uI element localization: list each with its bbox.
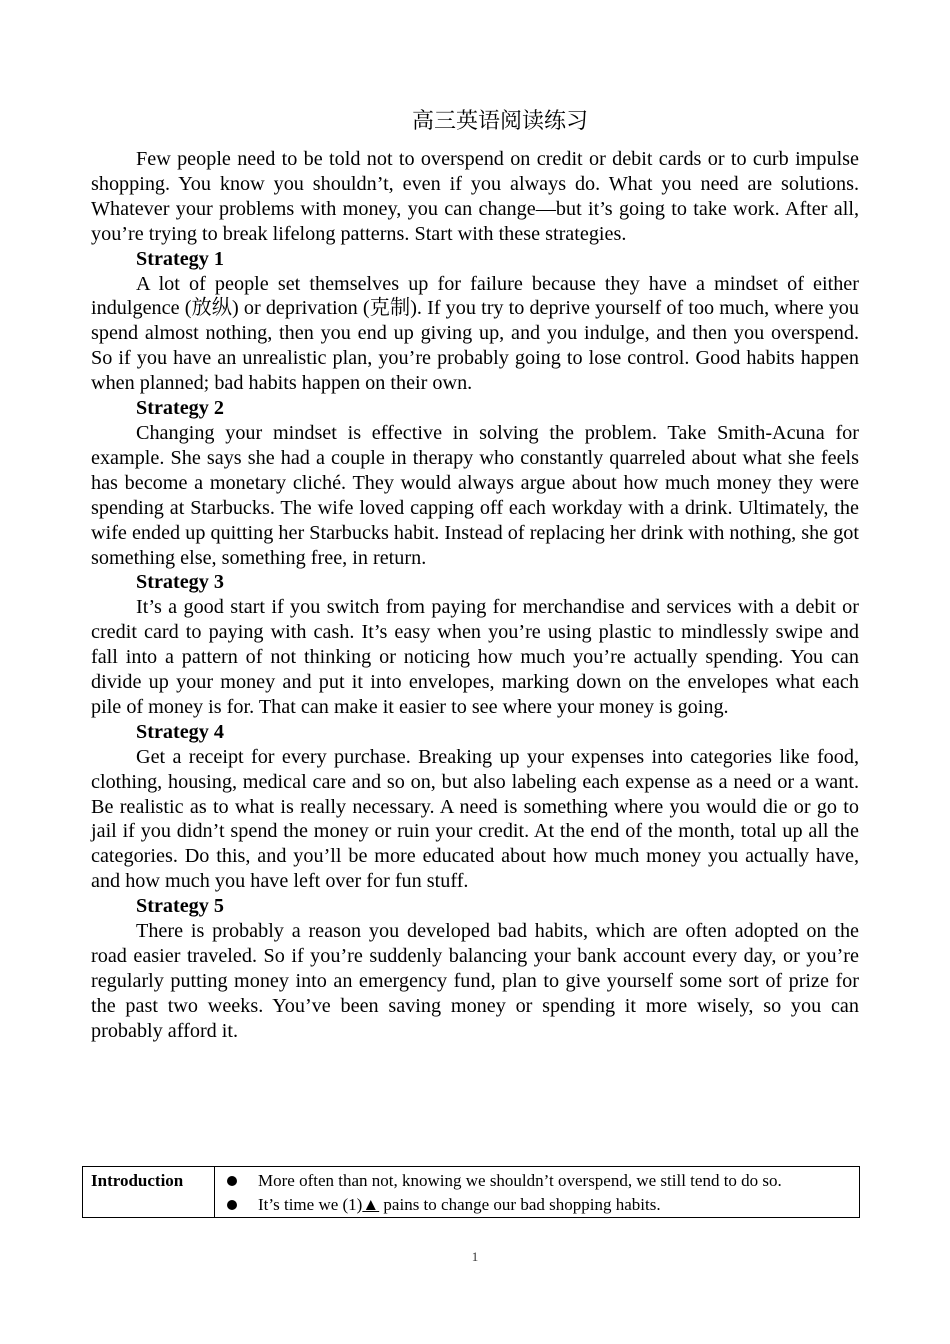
strategy-3-paragraph: It’s a good start if you switch from paying for merchandise and services with a debit or credit card to paying with cash. It’s easy when you’re using plastic to mindlessly swipe and fall into a pattern of not thinking or noticing how much you’re actually spending. You can divide up your money and put it into envelopes, marking down on the envelopes what each pile of money is for. That can make it easier to see where your money is going. — [91, 596, 859, 718]
table-content-cell — [215, 1167, 859, 1217]
strategy-1-heading: Strategy 1 — [136, 247, 225, 270]
table-bullet-row-2 — [227, 1193, 859, 1217]
table-bullet-text-1: More often than not, knowing we shouldn’t overspend, we still tend to do so. — [258, 1171, 782, 1190]
strategy-2-heading: Strategy 2 — [136, 397, 225, 420]
strategy-5-paragraph: There is probably a reason you developed bad habits, which are often adopted on the road easier traveled. So if you’re suddenly balancing your bank account every day, or you’re regularly putting money into an emergency fund, plan to give yourself some sort of prize for the past two weeks. You’ve been saving money or spending it more wisely, so you can probably afford it. — [91, 920, 859, 1042]
table-label-cell: Introduction — [83, 1167, 215, 1217]
strategy-1-paragraph: A lot of people set themselves up for failure because they have a mindset of either indulgence (放纵) or deprivation (克制). If you try to deprive yourself of too much, where you spend almost nothing, then you end up giving up, and you indulge, and then you overspend. So if you have an unrealistic plan, you’re probably going to lose control. Good habits happen when planned; bad habits happen on their own. — [91, 272, 859, 395]
strategy-3-heading: Strategy 3 — [136, 571, 225, 594]
table-bullet-row-1 — [227, 1169, 859, 1193]
table-bullet-text-2-after: pains to change our bad shopping habits. — [383, 1195, 661, 1214]
strategy-2-paragraph: Changing your mindset is effective in solving the problem. Take Smith-Acuna for example. She says she had a couple in therapy who constantly quarreled about what she feels has become a monetary cliché. They would always argue about how much money they were spending at Starbucks. The wife loved capping off each workday with a drink. Ultimately, the wife ended up quitting her Starbucks habit. Instead of replacing her drink with nothing, she got something else, something free, in return. — [91, 421, 859, 569]
intro-paragraph: Few people need to be told not to overspend on credit or debit cards or to curb impulse shopping. You know you shouldn’t, even if you always do. What you need are solutions. Whatever your problems with money, you can change—but it’s going to take work. After all, you’re trying to break lifelong patterns. Start with these strategies. — [91, 148, 859, 245]
page-title: 高三英语阅读练习 — [411, 109, 588, 134]
passage — [91, 147, 859, 1044]
bullet-icon — [227, 1176, 237, 1186]
strategy-4-heading: Strategy 4 — [136, 720, 225, 743]
answer-blank: ▲ — [362, 1195, 380, 1214]
summary-table — [82, 1166, 860, 1218]
bullet-icon — [227, 1200, 237, 1210]
table-bullet-text-2-before: It’s time we (1) — [258, 1195, 363, 1214]
page-number: 1 — [471, 1249, 479, 1264]
strategy-5-heading: Strategy 5 — [136, 895, 225, 918]
strategy-4-paragraph: Get a receipt for every purchase. Breaking up your expenses into categories like food, clothing, housing, medical care and so on, but also labeling each expense as a need or a want. Be realistic as to what is really necessary. A need is something where you would die or go to jail if you didn’t spend the money or ruin your credit. At the end of the month, total up all the categories. Do this, and you’ll be more educated about how much money you actually have, and how much you have left over for fun stuff. — [91, 745, 859, 893]
